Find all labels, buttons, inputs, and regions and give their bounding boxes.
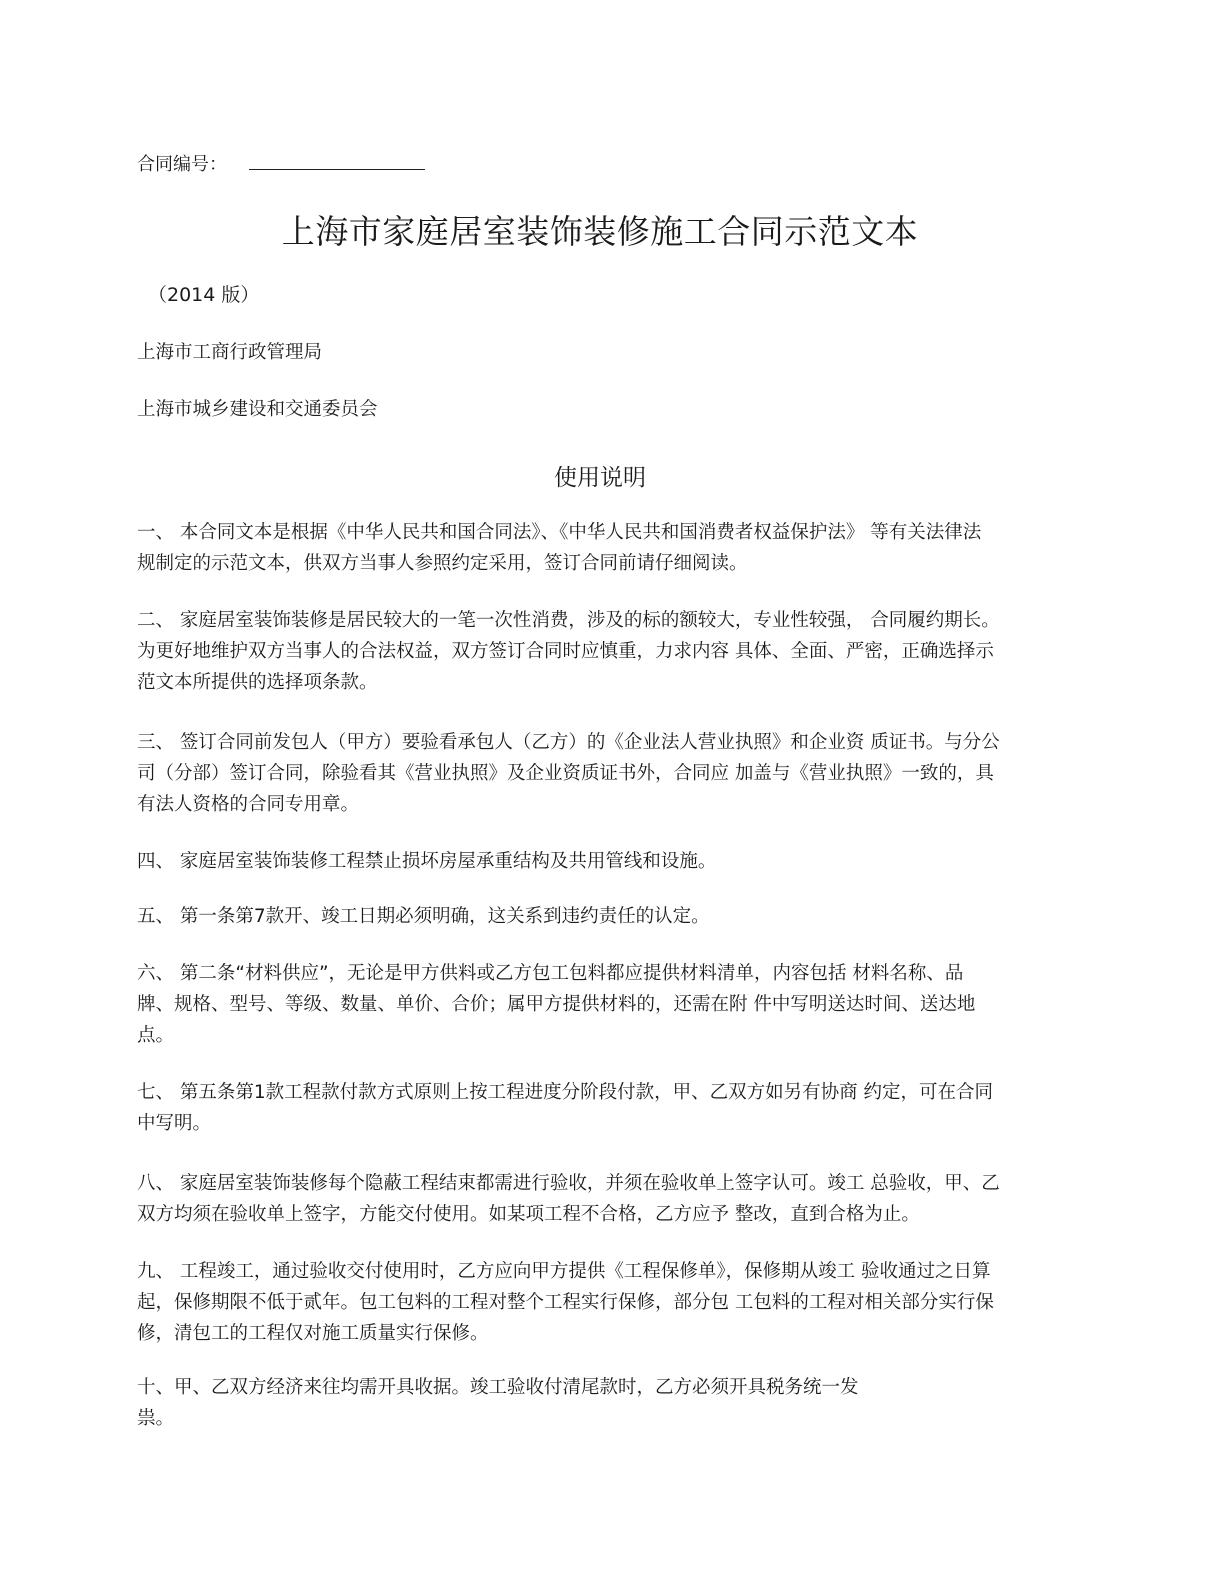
instruction-line: 五、 第一条第7款开、竣工日期必须明确，这关系到违约责任的认定。 [137,906,710,927]
instruction-line: 司（分部）签订合同，除验看其《营业执照》及企业资质证书外，合同应 加盖与《营业执照》一致的，具 [137,763,994,784]
instruction-line: 四、 家庭居室装饰装修工程禁止损坏房屋承重结构及共用管线和设施。 [137,851,717,872]
instruction-line: 七、 第五条第1款工程款付款方式原则上按工程进度分阶段付款，甲、乙双方如另有协商 约定，可在合同 [137,1082,994,1103]
instruction-line: 修，清包工的工程仅对施工质量实行保修。 [137,1323,489,1344]
instruction-item [137,1372,1067,1434]
instruction-line: 为更好地维护双方当事人的合法权益，双方签订合同时应慎重，力求内容 具体、全面、严密，正确选择示 [137,641,994,662]
instruction-line: 牌、规格、型号、等级、数量、单价、合价；属甲方提供材料的，还需在附 件中写明送达时间、送达地 [137,994,976,1015]
issuer-2: 上海市城乡建设和交通委员会 [137,399,378,420]
instruction-line: 有法人资格的合同专用章。 [137,794,360,815]
instruction-item [137,1168,1067,1230]
instruction-item [137,901,1067,932]
instruction-line: 十、甲、乙双方经济来往均需开具收据。竣工验收付清尾款时，乙方必须开具税务统一发 [137,1377,859,1398]
instruction-line: 双方均须在验收单上签字，方能交付使用。如某项工程不合格，乙方应予 整改，直到合格为止。 [137,1204,920,1225]
instruction-line: 祟。 [137,1408,175,1429]
instruction-item [137,517,1067,579]
contract-number-row [137,150,425,176]
document-title [0,206,1200,253]
instruction-line: 范文本所提供的选择项条款。 [137,672,378,693]
contract-number-label: 合同编号： [137,154,227,175]
instruction-line: 九、 工程竣工，通过验收交付使用时，乙方应向甲方提供《工程保修单》，保修期从竣工 验收通过之日算 [137,1261,991,1282]
instruction-line: 三、 签订合同前发包人（甲方）要验看承包人（乙方）的《企业法人营业执照》和企业资 质证书。与分公 [137,732,1000,753]
instruction-item [137,1256,1067,1349]
instruction-line: 点。 [137,1025,175,1046]
instruction-item [137,727,1067,820]
edition-label: （2014 版） [148,284,260,306]
instruction-line: 中写明。 [137,1113,212,1134]
instruction-item [137,605,1067,698]
instruction-item [137,846,1067,877]
instruction-line: 八、 家庭居室装饰装修每个隐蔽工程结束都需进行验收，并须在验收单上签字认可。竣工 总验收，甲、乙 [137,1173,1000,1194]
issuer-1: 上海市工商行政管理局 [137,342,323,363]
instruction-item [137,958,1067,1051]
instruction-line: 一、 本合同文本是根据《中华人民共和国合同法》、《中华人民共和国消费者权益保护法》 等有关法律法 [137,522,982,543]
instruction-item [137,1077,1067,1139]
instruction-line: 起，保修期限不低于贰年。包工包料的工程对整个工程实行保修，部分包 工包料的工程对相关部分实行保 [137,1292,994,1313]
document-title-text: 上海市家庭居室装饰装修施工合同示范文本 [281,212,919,251]
instruction-line: 规制定的示范文本，供双方当事人参照约定采用，签订合同前请仔细阅读。 [137,553,748,574]
instruction-line: 二、 家庭居室装饰装修是居民较大的一笔一次性消费，涉及的标的额较大，专业性较强， 合同履约期长。 [137,610,1000,631]
instructions-heading: 使用说明 [554,465,646,491]
contract-number-blank [249,168,425,170]
instruction-line: 六、 第二条“材料供应”，无论是甲方供料或乙方包工包料都应提供材料清单，内容包括 材料名称、品 [137,963,964,984]
